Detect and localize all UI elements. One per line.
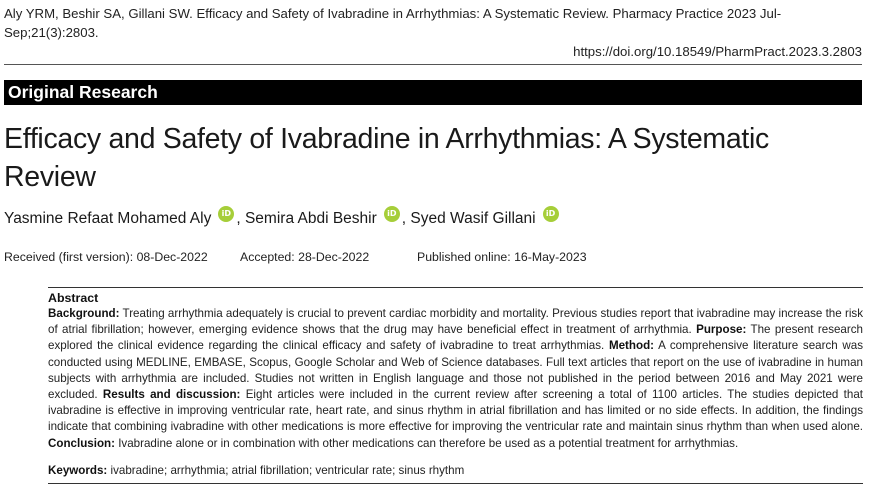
purpose-label: Purpose:	[696, 323, 747, 337]
header-divider	[4, 64, 862, 65]
abstract-heading: Abstract	[48, 291, 99, 305]
keywords-label: Keywords:	[48, 464, 108, 477]
received-date: Received (first version): 08-Dec-2022	[4, 250, 208, 264]
results-text: Eight articles were included in the current review after screening a total of 1100 articles. The studies depicted that ivabradine is effective in improving ventricular rate, heart rate, and sinus rhythm in atrial fibrillation and has limited or no side effects. In addition, the findings indicate that combining ivabradine with other medications is more effective for improving the ventricular rate and maintain sinus rhythm than when used alone.	[48, 388, 863, 434]
citation-line: Aly YRM, Beshir SA, Gillani SW. Efficacy and Safety of Ivabradine in Arrhythmias: A Systematic Review. Pharmacy Practice 2023 Jul-Sep;21(3):2803.	[4, 6, 782, 40]
method-text: A comprehensive literature search was conducted using MEDLINE, EMBASE, Scopus, Google Scholar and Web of Science databases. Full text articles that report on the use of ivabradine in human subjects with arrhythmia are included. Studies not written in English language and those not published in the period between 2016 and May 2021 were excluded.	[48, 339, 863, 402]
accepted-date: Accepted: 28-Dec-2022	[240, 250, 370, 264]
method-label: Method:	[608, 339, 655, 353]
author-name[interactable]: Semira Abdi Beshir	[244, 210, 377, 227]
conclusion-label: Conclusion:	[48, 436, 115, 450]
background-text: Treating arrhythmia adequately is crucial to prevent cardiac morbidity and mortality. Previous studies report that ivabradine may increase the risk of atrial fibrillation; however, emerging evidence shows that the drug may have beneficial effect in treatment of arrhythmia.	[48, 307, 863, 337]
conclusion-text: Ivabradine alone or in combination with other medications can therefore be used as a potential treatment for arrhythmias.	[114, 436, 739, 450]
abstract-body	[48, 306, 863, 452]
background-label: Background:	[48, 307, 120, 320]
author-name[interactable]: Syed Wasif Gillani	[410, 210, 536, 227]
author-name[interactable]: Yasmine Refaat Mohamed Aly	[4, 210, 212, 227]
keywords-text: ivabradine; arrhythmia; atrial fibrillation; ventricular rate; sinus rhythm	[107, 464, 465, 477]
orcid-icon[interactable]: iD	[218, 206, 234, 222]
published-date: Published online: 16-May-2023	[417, 250, 587, 264]
section-banner: Original Research	[4, 80, 862, 105]
author-separator: ,	[236, 210, 245, 227]
author-separator: ,	[401, 210, 411, 227]
article-title: Efficacy and Safety of Ivabradine in Arrhythmias: A Systematic Review	[4, 123, 770, 193]
orcid-icon[interactable]: iD	[384, 206, 400, 222]
results-label: Results and discussion:	[102, 388, 241, 402]
doi-link[interactable]: https://doi.org/10.18549/PharmPract.2023.3.2803	[573, 44, 862, 59]
orcid-icon[interactable]: iD	[543, 206, 559, 222]
author-list	[4, 208, 860, 230]
purpose-text: The present research explored the clinical evidence regarding the clinical efficacy and safety of ivabradine to treat arrhythmias.	[48, 323, 863, 353]
keywords	[48, 464, 863, 477]
